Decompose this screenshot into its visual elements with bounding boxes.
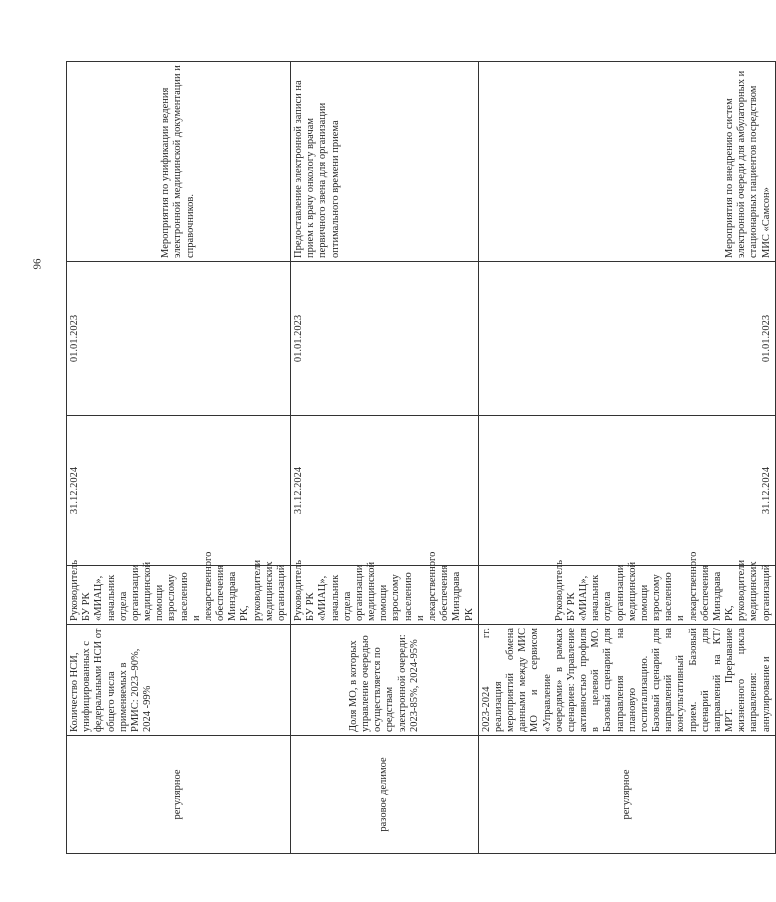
table-row [291, 62, 479, 854]
end-date-cell: 31.12.2024 [67, 416, 291, 566]
period-cell: регулярное [67, 736, 291, 854]
event-cell: Мероприятия по внедрению систем электронной очереди для амбулаторных и стационарных пациентов посредством МИС «Самсон» [478, 62, 775, 262]
event-cell: Предоставление электронной записи на прием к врачу онкологу врачам первичного звена для организации оптимального времени приема [291, 62, 479, 262]
table-row [478, 62, 775, 854]
responsible-cell: Руководитель БУ РК «МИАЦ», начальник отдела организации медицинской помощи взрослому населению и лекарственного обеспечения Минздрава РК, руководители медицинских организаций [67, 566, 291, 625]
indicator-cell: Доля МО, в которых управление очередью осуществляется по средствам электронной очереди: 2023-85%, 2024-95% [291, 625, 479, 736]
end-date-cell: 31.12.2024 [478, 416, 775, 566]
start-date-cell: 01.01.2023 [478, 262, 775, 416]
plan-table [66, 61, 776, 854]
responsible-cell: Руководитель БУ РК «МИАЦ», начальник отдела организации медицинской помощи взрослому населению и лекарственного обеспечения Минздрава РК [291, 566, 479, 625]
table-row [67, 62, 291, 854]
page-number: 96 [31, 258, 44, 270]
responsible-cell: Руководитель БУ РК «МИАЦ», начальник отдела организации медицинской помощи взрослому населению и лекарственного обеспечения Минздрава РК, руководители медицинских организаций [478, 566, 775, 625]
start-date-cell: 01.01.2023 [291, 262, 479, 416]
period-cell: регулярное [478, 736, 775, 854]
rotated-page-content [66, 62, 772, 854]
indicator-cell: Количество НСИ, унифицированных с федеральными НСИ от общего числа применяемых в РМИС: 2023–90%, 2024 -99% [67, 625, 291, 736]
event-cell: Мероприятия по унификации ведения электронной медицинской документации и справочников. [67, 62, 291, 262]
start-date-cell: 01.01.2023 [67, 262, 291, 416]
period-cell: разовое делимое [291, 736, 479, 854]
indicator-cell: 2023-2024 гг. реализация мероприятий обмена данными между МИС МО и сервисом «Управление очередями» в рамках сценариев: Управление активностью профиля в целевой МО. Базовый сценарий для направления на плановую госпитализацию. Базовый сценарий для направлений на консультативный прием. Базовый сценарий для направлений на КТ/МРТ. Прерывание жизненного цикла направления: аннулирование и [478, 625, 775, 736]
end-date-cell: 31.12.2024 [291, 416, 479, 566]
